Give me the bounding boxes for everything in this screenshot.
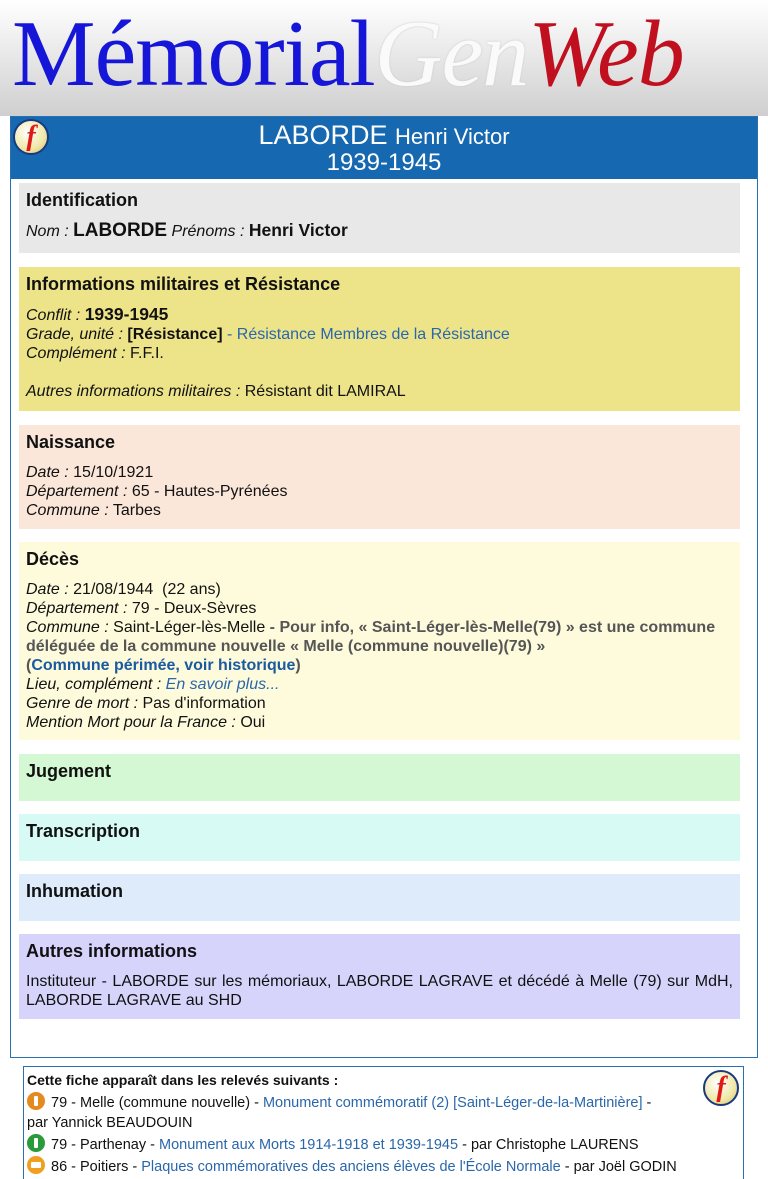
record-title-bar [11,117,757,179]
releve-item [27,1092,651,1113]
grade-value: [Résistance] [127,326,223,343]
militaire-section [19,267,740,411]
autres-section [19,934,740,1019]
mention-value: Oui [240,714,266,731]
lieu-label: Lieu, complément : [26,676,162,693]
transcription-heading: Transcription [26,821,141,841]
record-firstnames: Henri Victor [395,124,510,149]
releve-author: par Yannick BEAUDOUIN [27,1115,193,1131]
record-lastname: LABORDE [258,120,388,150]
site-logo[interactable] [12,0,684,114]
logo-part-gen: Gen [374,2,529,106]
paren-open: ( [26,657,32,674]
autres-heading: Autres informations [26,941,198,961]
conflit-label: Conflit : [26,307,81,324]
militaire-heading: Informations militaires et Résistance [26,274,341,294]
autres-militaires-value: Résistant dit LAMIRAL [244,383,406,400]
deces-dept-label: Département : [26,600,128,617]
releves-heading: Cette fiche apparaît dans les relevés suivants : [27,1072,339,1088]
deces-date-value: 21/08/1944 (22 ans) [73,581,221,598]
inhumation-heading: Inhumation [26,881,123,901]
logo-part-web: Web [528,2,684,106]
autres-text: Instituteur - LABORDE sur les mémoriaux, LABORDE LAGRAVE et décédé à Melle (79) sur MdH, LABORDE LAGRAVE au SHD [26,973,733,1009]
conflit-value: 1939-1945 [84,304,169,324]
releve-item [27,1134,639,1155]
releve-place: 79 - Melle (commune nouvelle) - [51,1095,263,1111]
green-monument-icon [27,1134,45,1152]
releve-place: 79 - Parthenay - [51,1137,159,1153]
deces-section [19,542,740,740]
f-logo-icon-small[interactable]: f [703,1070,739,1106]
identification-heading: Identification [26,190,138,210]
deces-heading: Décès [26,549,80,569]
nom-label: Nom : [26,223,69,240]
naissance-section [19,425,740,529]
inhumation-section [19,874,740,921]
deces-commune-value: Saint-Léger-lès-Melle [113,619,266,636]
en-savoir-plus-link[interactable]: En savoir plus... [165,676,280,693]
releve-link[interactable]: Monument aux Morts 1914-1918 et 1939-1945 [159,1137,459,1153]
releves-panel [23,1066,744,1179]
naissance-commune-value: Tarbes [112,502,161,519]
genre-value: Pas d'information [142,695,266,712]
autres-militaires-label: Autres informations militaires : [26,383,241,400]
mention-label: Mention Mort pour la France : [26,714,236,731]
nom-value: LABORDE [73,220,168,241]
logo-part-memorial: Mémorial [12,2,375,106]
genre-label: Genre de mort : [26,695,139,712]
grade-label: Grade, unité : [26,326,123,343]
commune-info-note: - Pour info, « Saint-Léger-lès-Melle(79) » est une commune déléguée de la commune nouvelle « Melle (commune nouvelle)(79) » [26,619,716,655]
releve-link[interactable]: Plaques commémoratives des anciens élèves de l'École Normale [141,1159,561,1175]
record-period: 1939-1945 [326,149,442,176]
orange-monument-icon [27,1092,45,1110]
naissance-commune-label: Commune : [26,502,109,519]
transcription-section [19,814,740,861]
deces-dept-value: 79 - Deux-Sèvres [131,600,257,617]
naissance-date-value: 15/10/1921 [73,464,154,481]
jugement-section [19,754,740,801]
site-banner[interactable] [0,0,768,116]
naissance-date-label: Date : [26,464,69,481]
resistance-link[interactable]: Résistance Membres de la Résistance [236,326,510,343]
releve-item [27,1156,677,1177]
historique-link[interactable]: Commune périmée, voir historique [31,657,296,674]
prenoms-label: Prénoms : [171,223,245,240]
naissance-dept-value: 65 - Hautes-Pyrénées [131,483,288,500]
f-logo-icon[interactable]: f [13,119,49,155]
naissance-heading: Naissance [26,432,116,452]
jugement-heading: Jugement [26,761,112,781]
complement-value: F.F.I. [130,345,164,362]
grade-separator: - [222,326,237,343]
deces-commune-label: Commune : [26,619,109,636]
complement-label: Complément : [26,345,126,362]
naissance-dept-label: Département : [26,483,128,500]
releve-sep: - [642,1095,652,1111]
releve-link[interactable]: Monument commémoratif (2) [Saint-Léger-de-la-Martinière] [262,1095,643,1111]
paren-close: ) [295,657,301,674]
prenoms-value: Henri Victor [248,220,348,240]
releve-author: - par Christophe LAURENS [458,1137,639,1153]
plaque-icon [27,1156,45,1174]
releve-author: - par Joël GODIN [560,1159,677,1175]
record-name [11,119,757,153]
identification-section [19,183,740,253]
record-card [10,116,758,1058]
deces-date-label: Date : [26,581,69,598]
releve-place: 86 - Poitiers - [51,1159,142,1175]
